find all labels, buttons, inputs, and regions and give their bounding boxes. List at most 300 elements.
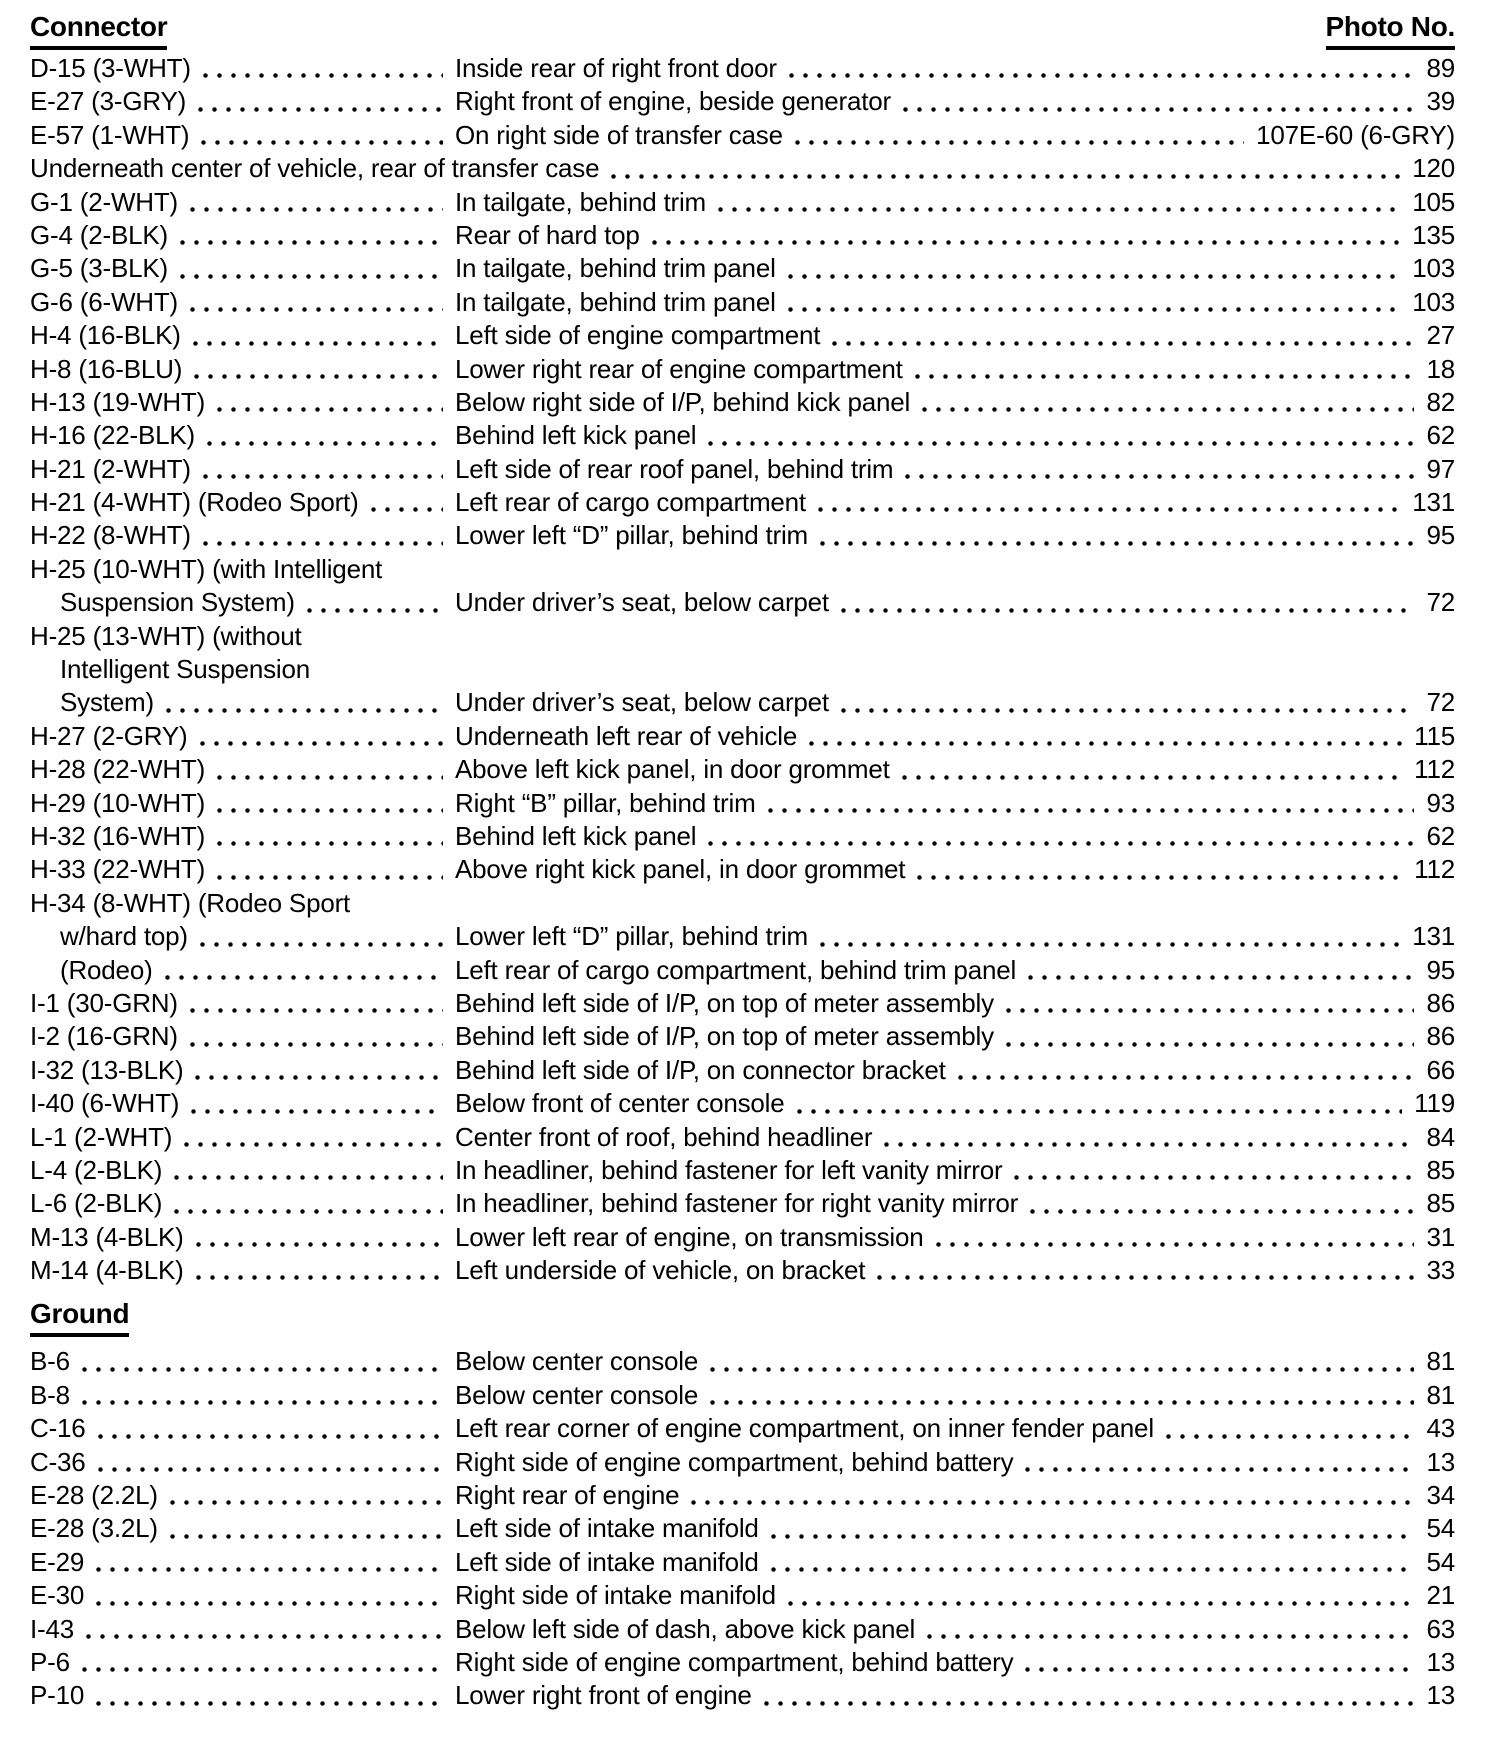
index-row bbox=[30, 1579, 1455, 1612]
connector-column bbox=[30, 1345, 455, 1378]
location-cell: Lower right rear of engine compartment bbox=[455, 353, 903, 384]
photo-no-cell: 13 bbox=[1426, 1680, 1455, 1711]
connector-cell: C-16 bbox=[30, 1413, 86, 1444]
dot-leader bbox=[652, 240, 1401, 245]
dot-leader bbox=[203, 73, 443, 78]
dot-leader bbox=[170, 1500, 443, 1505]
connector-column bbox=[30, 486, 455, 519]
index-row bbox=[30, 119, 1455, 152]
dot-leader bbox=[915, 374, 1415, 379]
photo-no-cell: 33 bbox=[1426, 1255, 1455, 1286]
dot-leader bbox=[96, 1701, 443, 1706]
location-cell: Behind left side of I/P, on top of meter assembly bbox=[455, 987, 994, 1018]
location-cell: Behind left side of I/P, on connector bracket bbox=[455, 1054, 946, 1085]
connector-column bbox=[30, 1613, 455, 1646]
dot-leader bbox=[820, 942, 1400, 947]
dot-leader bbox=[194, 374, 443, 379]
index-row bbox=[30, 1187, 1455, 1220]
dot-leader bbox=[788, 307, 1401, 312]
index-row bbox=[30, 954, 1455, 987]
photo-no-cell: 34 bbox=[1426, 1480, 1455, 1511]
connector-cell: G-1 (2-WHT) bbox=[30, 186, 178, 217]
location-cell: Right side of engine compartment, behind battery bbox=[455, 1446, 1014, 1477]
index-row bbox=[30, 85, 1455, 118]
photo-no-cell: 131 bbox=[1412, 487, 1455, 518]
dot-leader bbox=[165, 975, 443, 980]
photo-no-cell: 93 bbox=[1426, 787, 1455, 818]
dot-leader bbox=[788, 274, 1401, 279]
connector-cell: M-13 (4-BLK) bbox=[30, 1221, 184, 1252]
connector-column bbox=[30, 353, 455, 386]
connector-column bbox=[30, 119, 455, 152]
connector-cell: I-32 (13-BLK) bbox=[30, 1054, 184, 1085]
photo-no-cell: 54 bbox=[1426, 1513, 1455, 1544]
location-cell: Lower right front of engine bbox=[455, 1680, 752, 1711]
index-row bbox=[30, 1646, 1455, 1679]
index-row bbox=[30, 1087, 1455, 1120]
dot-leader bbox=[96, 1601, 443, 1606]
photo-no-cell: 95 bbox=[1426, 954, 1455, 985]
connector-cell: H-33 (22-WHT) bbox=[30, 854, 206, 885]
connector-column bbox=[30, 1679, 455, 1712]
dot-leader bbox=[191, 1109, 443, 1114]
connector-column bbox=[30, 1579, 455, 1612]
photo-no-cell: 27 bbox=[1426, 320, 1455, 351]
photo-no-cell: 54 bbox=[1426, 1546, 1455, 1577]
connector-column bbox=[30, 586, 455, 619]
dot-leader bbox=[200, 942, 443, 947]
photo-no-cell: 86 bbox=[1426, 1021, 1455, 1052]
connector-cell: E-28 (3.2L) bbox=[30, 1513, 158, 1544]
connector-cell: E-27 (3-GRY) bbox=[30, 86, 187, 117]
index-row bbox=[30, 419, 1455, 452]
index-row bbox=[30, 519, 1455, 552]
dot-leader bbox=[691, 1500, 1414, 1505]
dot-leader bbox=[818, 507, 1400, 512]
index-row bbox=[30, 1254, 1455, 1287]
index-row bbox=[30, 286, 1455, 319]
dot-leader bbox=[1014, 1175, 1414, 1180]
dot-leader bbox=[611, 174, 1400, 179]
location-cell: Left side of intake manifold bbox=[455, 1546, 759, 1577]
photo-no-cell: 72 bbox=[1426, 687, 1455, 718]
location-cell: Inside rear of right front door bbox=[455, 53, 777, 83]
location-cell: Left side of intake manifold bbox=[455, 1513, 759, 1544]
connector-cell: H-25 (10-WHT) (with Intelligent bbox=[30, 553, 383, 584]
index-row bbox=[30, 920, 1455, 953]
connector-cell: H-34 (8-WHT) (Rodeo Sport bbox=[30, 887, 351, 918]
connector-cell: H-16 (22-BLK) bbox=[30, 420, 196, 451]
connector-cell: System) bbox=[60, 687, 154, 718]
photo-no-cell: 85 bbox=[1426, 1188, 1455, 1219]
location-cell: On right side of transfer case bbox=[455, 119, 783, 150]
dot-leader bbox=[170, 1534, 443, 1539]
index-row bbox=[30, 1479, 1455, 1512]
connector-cell: L-6 (2-BLK) bbox=[30, 1188, 163, 1219]
dot-leader bbox=[193, 341, 443, 346]
dot-leader bbox=[180, 240, 443, 245]
connector-column bbox=[30, 1087, 455, 1120]
location-cell: Below front of center console bbox=[455, 1088, 785, 1119]
location-cell: Behind left kick panel bbox=[455, 820, 697, 851]
connector-cell: H-21 (4-WHT) (Rodeo Sport) bbox=[30, 487, 359, 518]
dot-leader bbox=[98, 1434, 443, 1439]
connector-column bbox=[30, 1446, 455, 1479]
dot-leader bbox=[184, 1142, 443, 1147]
dot-leader bbox=[190, 1042, 443, 1047]
dot-leader bbox=[174, 1209, 443, 1214]
connector-column bbox=[30, 553, 382, 586]
dot-leader bbox=[217, 841, 443, 846]
connector-column bbox=[30, 252, 455, 285]
location-cell: Left rear corner of engine compartment, on inner fender panel bbox=[455, 1413, 1154, 1444]
location-cell: Under driver’s seat, below carpet bbox=[455, 687, 829, 718]
dot-leader bbox=[195, 1075, 443, 1080]
connector-column bbox=[30, 1187, 455, 1220]
photo-no-cell: 120 bbox=[1412, 153, 1455, 184]
connector-column bbox=[30, 386, 455, 419]
index-row bbox=[30, 1020, 1455, 1053]
dot-leader bbox=[1030, 1209, 1414, 1214]
dot-leader bbox=[922, 407, 1414, 412]
connector-column bbox=[30, 1412, 455, 1445]
location-cell: Under driver’s seat, below carpet bbox=[455, 587, 829, 618]
connector-column bbox=[30, 219, 455, 252]
connector-cell: I-1 (30-GRN) bbox=[30, 987, 178, 1018]
dot-leader bbox=[927, 1634, 1414, 1639]
index-row bbox=[30, 1546, 1455, 1579]
photo-no-cell: 89 bbox=[1426, 53, 1455, 83]
photo-no-cell: 82 bbox=[1426, 386, 1455, 417]
photo-no-cell: 39 bbox=[1426, 86, 1455, 117]
connector-column bbox=[30, 920, 455, 953]
dot-leader bbox=[1028, 975, 1414, 980]
connector-cell: B-6 bbox=[30, 1346, 70, 1377]
connector-cell: Suspension System) bbox=[60, 587, 295, 618]
location-cell: Rear of hard top bbox=[455, 219, 640, 250]
section-title-row bbox=[30, 1299, 1455, 1337]
connector-column bbox=[30, 853, 455, 886]
location-cell: In headliner, behind fastener for right vanity mirror bbox=[455, 1188, 1019, 1219]
column-header-row bbox=[30, 12, 1455, 50]
photo-no-cell: 97 bbox=[1426, 453, 1455, 484]
connector-cell: P-6 bbox=[30, 1646, 70, 1677]
connector-column bbox=[30, 1379, 455, 1412]
location-cell: In tailgate, behind trim panel bbox=[455, 286, 776, 317]
index-row bbox=[30, 1121, 1455, 1154]
index-row bbox=[30, 453, 1455, 486]
dot-leader bbox=[710, 1367, 1414, 1372]
connector-column bbox=[30, 1512, 455, 1545]
location-cell: Below center console bbox=[455, 1379, 699, 1410]
location-cell: Center front of roof, behind headliner bbox=[455, 1121, 873, 1152]
location-cell: Above right kick panel, in door grommet bbox=[455, 854, 906, 885]
photo-no-cell: 66 bbox=[1426, 1054, 1455, 1085]
connector-cell: H-25 (13-WHT) (without bbox=[30, 620, 302, 651]
dot-leader bbox=[832, 341, 1414, 346]
index-row bbox=[30, 787, 1455, 820]
index-row bbox=[30, 186, 1455, 219]
dot-leader bbox=[207, 441, 443, 446]
connector-cell: B-8 bbox=[30, 1379, 70, 1410]
connector-cell: I-2 (16-GRN) bbox=[30, 1021, 178, 1052]
connector-column bbox=[30, 85, 455, 118]
index-row bbox=[30, 753, 1455, 786]
index-row bbox=[30, 486, 1455, 519]
index-row bbox=[30, 586, 1455, 619]
location-cell: Left side of engine compartment bbox=[455, 320, 821, 351]
dot-leader bbox=[877, 1275, 1414, 1280]
photo-no-cell: 63 bbox=[1426, 1613, 1455, 1644]
photo-no-cell: 13 bbox=[1426, 1446, 1455, 1477]
dot-leader bbox=[307, 608, 443, 613]
photo-no-cell: 103 bbox=[1412, 253, 1455, 284]
dot-leader bbox=[198, 107, 443, 112]
index-row bbox=[30, 386, 1455, 419]
photo-no-cell: 81 bbox=[1426, 1346, 1455, 1377]
index-row bbox=[30, 1446, 1455, 1479]
dot-leader bbox=[789, 73, 1415, 78]
photo-no-cell: 131 bbox=[1412, 921, 1455, 952]
dot-leader bbox=[217, 875, 443, 880]
dot-leader bbox=[958, 1075, 1415, 1080]
index-row bbox=[30, 353, 1455, 386]
location-cell: Lower left rear of engine, on transmission bbox=[455, 1221, 924, 1252]
location-cell: Left underside of vehicle, on bracket bbox=[455, 1255, 866, 1286]
connector-cell: H-22 (8-WHT) bbox=[30, 520, 191, 551]
location-cell: Right front of engine, beside generator bbox=[455, 86, 891, 117]
dot-leader bbox=[96, 1567, 443, 1572]
photo-no-cell: 21 bbox=[1426, 1580, 1455, 1611]
connector-cell: L-1 (2-WHT) bbox=[30, 1121, 173, 1152]
index-rows bbox=[30, 52, 1455, 1713]
index-row bbox=[30, 820, 1455, 853]
location-cell: Right side of engine compartment, behind battery bbox=[455, 1646, 1014, 1677]
dot-leader bbox=[217, 808, 443, 813]
index-row bbox=[30, 52, 1455, 85]
location-cell: Below right side of I/P, behind kick panel bbox=[455, 386, 911, 417]
photo-no-cell: 31 bbox=[1426, 1221, 1455, 1252]
dot-leader bbox=[217, 775, 443, 780]
dot-leader bbox=[196, 1275, 443, 1280]
connector-cell: C-36 bbox=[30, 1446, 86, 1477]
index-row bbox=[30, 853, 1455, 886]
location-cell: Right “B” pillar, behind trim bbox=[455, 787, 756, 818]
index-row bbox=[30, 1345, 1455, 1378]
dot-leader bbox=[180, 274, 443, 279]
connector-cell: H-32 (16-WHT) bbox=[30, 820, 206, 851]
location-cell: Lower left “D” pillar, behind trim bbox=[455, 921, 808, 952]
connector-cell: H-21 (2-WHT) bbox=[30, 453, 191, 484]
index-row bbox=[30, 720, 1455, 753]
location-cell: Underneath center of vehicle, rear of transfer case bbox=[30, 153, 600, 184]
index-row bbox=[30, 1054, 1455, 1087]
dot-leader bbox=[190, 1008, 443, 1013]
connector-column bbox=[30, 1020, 455, 1053]
connector-cell: P-10 bbox=[30, 1680, 85, 1711]
index-row bbox=[30, 553, 1455, 586]
photo-no-cell: 107E-60 (6-GRY) bbox=[1256, 119, 1455, 150]
connector-cell: G-4 (2-BLK) bbox=[30, 219, 168, 250]
connector-column bbox=[30, 620, 302, 653]
photo-no-cell: 135 bbox=[1412, 219, 1455, 250]
location-cell: In headliner, behind fastener for left vanity mirror bbox=[455, 1154, 1003, 1185]
connector-column bbox=[30, 1221, 455, 1254]
dot-leader bbox=[98, 1467, 443, 1472]
photo-no-cell: 112 bbox=[1414, 754, 1455, 785]
column-header-connector: Connector bbox=[30, 12, 167, 50]
connector-cell: H-4 (16-BLK) bbox=[30, 320, 181, 351]
location-cell: In tailgate, behind trim panel bbox=[455, 253, 776, 284]
connector-column bbox=[30, 1154, 455, 1187]
dot-leader bbox=[86, 1634, 443, 1639]
dot-leader bbox=[1025, 1667, 1414, 1672]
photo-no-cell: 112 bbox=[1414, 854, 1455, 885]
dot-leader bbox=[203, 474, 443, 479]
connector-cell: w/hard top) bbox=[60, 921, 188, 952]
location-cell: Underneath left rear of vehicle bbox=[455, 720, 798, 751]
connector-cell: E-29 bbox=[30, 1546, 85, 1577]
dot-leader bbox=[200, 741, 444, 746]
dot-leader bbox=[764, 1701, 1415, 1706]
photo-no-cell: 105 bbox=[1412, 186, 1455, 217]
location-cell: Above left kick panel, in door grommet bbox=[455, 754, 890, 785]
connector-column bbox=[30, 1121, 455, 1154]
index-row bbox=[30, 620, 1455, 653]
index-row bbox=[30, 1412, 1455, 1445]
connector-column bbox=[30, 1254, 455, 1287]
connector-column bbox=[30, 1646, 455, 1679]
location-cell: Left rear of cargo compartment bbox=[455, 487, 806, 518]
location-cell: Left side of rear roof panel, behind trim bbox=[455, 453, 894, 484]
connector-column bbox=[30, 987, 455, 1020]
dot-leader bbox=[82, 1367, 443, 1372]
connector-cell: I-43 bbox=[30, 1613, 75, 1644]
connector-cell: H-8 (16-BLU) bbox=[30, 353, 183, 384]
connector-column bbox=[30, 720, 455, 753]
photo-no-cell: 84 bbox=[1426, 1121, 1455, 1152]
dot-leader bbox=[217, 407, 443, 412]
connector-cell: G-5 (3-BLK) bbox=[30, 253, 168, 284]
photo-no-cell: 18 bbox=[1426, 353, 1455, 384]
connector-column bbox=[30, 753, 455, 786]
dot-leader bbox=[1006, 1042, 1415, 1047]
index-row bbox=[30, 1512, 1455, 1545]
connector-cell: M-14 (4-BLK) bbox=[30, 1255, 184, 1286]
dot-leader bbox=[917, 875, 1402, 880]
location-cell: Below center console bbox=[455, 1346, 699, 1377]
index-row bbox=[30, 319, 1455, 352]
connector-column bbox=[30, 286, 455, 319]
dot-leader bbox=[201, 140, 443, 145]
dot-leader bbox=[795, 140, 1244, 145]
connector-cell: D-15 (3-WHT) bbox=[30, 53, 191, 83]
photo-no-cell: 13 bbox=[1426, 1646, 1455, 1677]
dot-leader bbox=[809, 741, 1402, 746]
dot-leader bbox=[1006, 1008, 1415, 1013]
connector-column bbox=[30, 419, 455, 452]
index-row bbox=[30, 1613, 1455, 1646]
connector-cell: H-28 (22-WHT) bbox=[30, 754, 206, 785]
dot-leader bbox=[708, 841, 1414, 846]
dot-leader bbox=[718, 207, 1400, 212]
dot-leader bbox=[788, 1601, 1415, 1606]
dot-leader bbox=[841, 608, 1415, 613]
photo-no-cell: 62 bbox=[1426, 820, 1455, 851]
index-row bbox=[30, 686, 1455, 719]
location-cell: Left rear of cargo compartment, behind trim panel bbox=[455, 954, 1017, 985]
column-header-photo-no: Photo No. bbox=[1326, 12, 1456, 50]
connector-cell: H-29 (10-WHT) bbox=[30, 787, 206, 818]
connector-column bbox=[30, 686, 455, 719]
photo-no-cell: 85 bbox=[1426, 1154, 1455, 1185]
connector-column bbox=[30, 1546, 455, 1579]
connector-column bbox=[30, 453, 455, 486]
connector-cell: (Rodeo) bbox=[60, 954, 153, 985]
connector-cell: H-27 (2-GRY) bbox=[30, 720, 188, 751]
location-cell: Behind left side of I/P, on top of meter assembly bbox=[455, 1021, 994, 1052]
dot-leader bbox=[902, 775, 1403, 780]
connector-cell: H-13 (19-WHT) bbox=[30, 386, 206, 417]
location-cell: Behind left kick panel bbox=[455, 420, 697, 451]
section-title-ground: Ground bbox=[30, 1299, 129, 1337]
connector-column bbox=[30, 653, 310, 686]
dot-leader bbox=[190, 307, 443, 312]
photo-no-cell: 81 bbox=[1426, 1379, 1455, 1410]
dot-leader bbox=[166, 708, 443, 713]
index-row bbox=[30, 152, 1455, 185]
dot-leader bbox=[841, 708, 1415, 713]
dot-leader bbox=[903, 107, 1415, 112]
index-row bbox=[30, 1221, 1455, 1254]
connector-column bbox=[30, 887, 350, 920]
photo-no-cell: 119 bbox=[1414, 1088, 1455, 1119]
dot-leader bbox=[203, 541, 443, 546]
dot-leader bbox=[771, 1567, 1415, 1572]
connector-column bbox=[30, 52, 455, 85]
connector-column bbox=[30, 1054, 455, 1087]
dot-leader bbox=[82, 1667, 443, 1672]
location-cell: Right side of intake manifold bbox=[455, 1580, 776, 1611]
index-row bbox=[30, 1679, 1455, 1712]
photo-no-cell: 115 bbox=[1414, 720, 1455, 751]
index-row bbox=[30, 1154, 1455, 1187]
connector-cell: E-30 bbox=[30, 1580, 85, 1611]
photo-no-cell: 95 bbox=[1426, 520, 1455, 551]
photo-no-cell: 43 bbox=[1426, 1413, 1455, 1444]
photo-no-cell: 62 bbox=[1426, 420, 1455, 451]
dot-leader bbox=[1025, 1467, 1414, 1472]
photo-no-cell: 86 bbox=[1426, 987, 1455, 1018]
index-row bbox=[30, 987, 1455, 1020]
dot-leader bbox=[768, 808, 1415, 813]
connector-column bbox=[30, 519, 455, 552]
location-cell: Lower left “D” pillar, behind trim bbox=[455, 520, 808, 551]
connector-column bbox=[30, 954, 455, 987]
index-row bbox=[30, 887, 1455, 920]
dot-leader bbox=[936, 1242, 1415, 1247]
dot-leader bbox=[797, 1109, 1403, 1114]
dot-leader bbox=[820, 541, 1414, 546]
index-row bbox=[30, 252, 1455, 285]
connector-cell: L-4 (2-BLK) bbox=[30, 1154, 163, 1185]
dot-leader bbox=[884, 1142, 1414, 1147]
dot-leader bbox=[82, 1400, 443, 1405]
connector-cell: I-40 (6-WHT) bbox=[30, 1088, 180, 1119]
location-cell: In tailgate, behind trim bbox=[455, 186, 707, 217]
location-cell: Below left side of dash, above kick panel bbox=[455, 1613, 916, 1644]
connector-cell: G-6 (6-WHT) bbox=[30, 286, 178, 317]
